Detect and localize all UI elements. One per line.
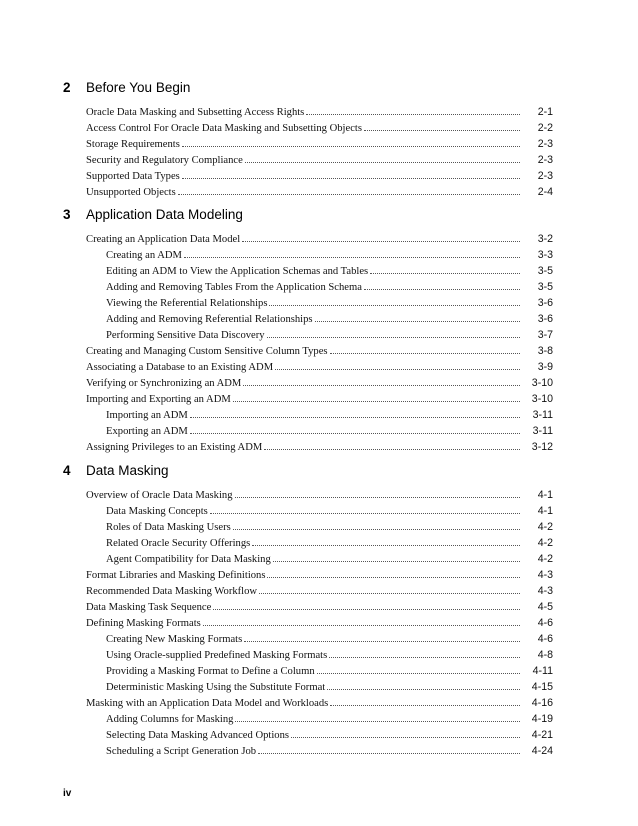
- toc-entry[interactable]: [63, 535, 553, 551]
- toc-entry[interactable]: [63, 439, 553, 455]
- dot-leader: [190, 417, 520, 418]
- dot-leader: [235, 721, 520, 722]
- dot-leader: [330, 353, 520, 354]
- toc-entry-page[interactable]: 4-2: [537, 553, 553, 565]
- toc-entry[interactable]: [63, 327, 553, 343]
- toc-entry-title[interactable]: Format Libraries and Masking Definitions: [86, 570, 266, 581]
- dot-leader: [178, 194, 520, 195]
- toc-entry-title[interactable]: Unsupported Objects: [86, 187, 176, 198]
- toc-entry[interactable]: [63, 359, 553, 375]
- toc-entry-page[interactable]: 3-2: [537, 233, 553, 245]
- toc-entry-title[interactable]: Recommended Data Masking Workflow: [86, 586, 258, 597]
- toc-entry-page[interactable]: 2-4: [537, 186, 553, 198]
- dot-leader: [315, 321, 520, 322]
- toc-entry-title[interactable]: Viewing the Referential Relationships: [106, 298, 268, 309]
- toc-entry-page[interactable]: 4-6: [537, 617, 553, 629]
- toc-entry-page[interactable]: 3-9: [537, 361, 553, 373]
- dot-leader: [203, 625, 520, 626]
- toc-entries: [63, 487, 553, 759]
- dot-leader: [235, 497, 521, 498]
- dot-leader: [245, 162, 520, 163]
- toc-entries: [63, 231, 553, 455]
- chapter-title[interactable]: Data Masking: [86, 463, 169, 478]
- toc-entry-page[interactable]: 2-3: [537, 154, 553, 166]
- chapter-4: [63, 463, 553, 759]
- toc-entry[interactable]: [63, 311, 553, 327]
- toc-entry[interactable]: [63, 487, 553, 503]
- toc-entry-page[interactable]: 3-6: [537, 297, 553, 309]
- toc-entry-page[interactable]: 2-2: [537, 122, 553, 134]
- dot-leader: [269, 305, 520, 306]
- toc-entry-page[interactable]: 4-21: [531, 729, 553, 741]
- toc-entry[interactable]: [63, 519, 553, 535]
- toc-entry[interactable]: [63, 743, 553, 759]
- toc-entry-title[interactable]: Associating a Database to an Existing ADM: [86, 362, 274, 373]
- toc-entry-page[interactable]: 4-11: [532, 665, 553, 677]
- toc-entry-title[interactable]: Performing Sensitive Data Discovery: [106, 330, 265, 341]
- toc-entry-page[interactable]: 3-11: [532, 425, 553, 437]
- chapter-2: [63, 80, 553, 200]
- toc-entry-page[interactable]: 3-5: [537, 265, 553, 277]
- toc-entry-page[interactable]: 4-5: [537, 601, 553, 613]
- toc-entry[interactable]: [63, 583, 553, 599]
- toc-entry[interactable]: [63, 136, 553, 152]
- toc-entry[interactable]: [63, 615, 553, 631]
- toc-entry-title[interactable]: Oracle Data Masking and Subsetting Access Rights: [86, 107, 305, 118]
- toc-entry-title[interactable]: Storage Requirements: [86, 139, 180, 150]
- dot-leader: [364, 130, 520, 131]
- toc-entry-title[interactable]: Using Oracle-supplied Predefined Masking Formats: [106, 650, 328, 661]
- dot-leader: [330, 705, 520, 706]
- toc-entry-title[interactable]: Related Oracle Security Offerings: [106, 538, 251, 549]
- toc-entry[interactable]: [63, 663, 553, 679]
- dot-leader: [182, 178, 520, 179]
- toc-entry-title[interactable]: Importing an ADM: [106, 410, 188, 421]
- dot-leader: [267, 337, 520, 338]
- toc-entry[interactable]: [63, 711, 553, 727]
- toc-entry[interactable]: [63, 295, 553, 311]
- toc-entry-title[interactable]: Adding and Removing Referential Relationships: [106, 314, 313, 325]
- toc-entry-title[interactable]: Assigning Privileges to an Existing ADM: [86, 442, 263, 453]
- chapter-number: 4: [63, 463, 71, 478]
- dot-leader: [264, 449, 520, 450]
- toc-entry[interactable]: [63, 375, 553, 391]
- toc-entry-title[interactable]: Exporting an ADM: [106, 426, 188, 437]
- toc-entry-page[interactable]: 4-19: [531, 713, 553, 725]
- toc-entry[interactable]: [63, 104, 553, 120]
- toc-entry-title[interactable]: Editing an ADM to View the Application Schemas and Tables: [106, 266, 369, 277]
- toc-entry-page[interactable]: 3-5: [537, 281, 553, 293]
- toc-entry[interactable]: [63, 599, 553, 615]
- toc-entry-title[interactable]: Creating an ADM: [106, 250, 182, 261]
- toc-entry-title[interactable]: Creating an Application Data Model: [86, 234, 241, 245]
- chapter-heading: [63, 207, 553, 229]
- toc-entry-page[interactable]: 4-16: [531, 697, 553, 709]
- toc-entry-page[interactable]: 3-7: [537, 329, 553, 341]
- toc-entry-title[interactable]: Security and Regulatory Compliance: [86, 155, 243, 166]
- toc-entry[interactable]: [63, 184, 553, 200]
- toc-entry[interactable]: [63, 423, 553, 439]
- toc-entry[interactable]: [63, 647, 553, 663]
- toc-entry[interactable]: [63, 279, 553, 295]
- toc-entry-page[interactable]: 2-3: [537, 138, 553, 150]
- toc-entry-page[interactable]: 3-11: [532, 409, 553, 421]
- dot-leader: [370, 273, 520, 274]
- dot-leader: [259, 593, 520, 594]
- chapter-3: [63, 207, 553, 455]
- dot-leader: [273, 561, 520, 562]
- toc-entry[interactable]: [63, 679, 553, 695]
- dot-leader: [327, 689, 520, 690]
- dot-leader: [364, 289, 520, 290]
- toc-entry-page[interactable]: 4-3: [537, 569, 553, 581]
- dot-leader: [184, 257, 520, 258]
- toc-entry-page[interactable]: 4-8: [537, 649, 553, 661]
- dot-leader: [252, 545, 520, 546]
- toc-entry-title[interactable]: Providing a Masking Format to Define a Column: [106, 666, 315, 677]
- toc-entry[interactable]: [63, 567, 553, 583]
- dot-leader: [213, 609, 520, 610]
- toc-entry-page[interactable]: 3-12: [531, 441, 553, 453]
- chapter-title[interactable]: Before You Begin: [86, 80, 191, 95]
- toc-entry-page[interactable]: 4-1: [537, 505, 553, 517]
- toc-entry[interactable]: [63, 168, 553, 184]
- toc-entry-title[interactable]: Selecting Data Masking Advanced Options: [106, 730, 290, 741]
- chapter-number: 2: [63, 80, 71, 95]
- toc-entry[interactable]: [63, 343, 553, 359]
- dot-leader: [182, 146, 520, 147]
- chapter-number: 3: [63, 207, 71, 222]
- toc-entry-page[interactable]: 4-6: [537, 633, 553, 645]
- toc-entry-title[interactable]: Defining Masking Formats: [86, 618, 201, 629]
- toc-entry-page[interactable]: 3-6: [537, 313, 553, 325]
- toc-entry[interactable]: [63, 247, 553, 263]
- chapter-heading: [63, 80, 553, 102]
- toc-entries: [63, 104, 553, 200]
- dot-leader: [242, 241, 520, 242]
- toc-entry-title[interactable]: Creating and Managing Custom Sensitive Column Types: [86, 346, 328, 357]
- toc-entry[interactable]: [63, 263, 553, 279]
- toc-entry-title[interactable]: Roles of Data Masking Users: [106, 522, 231, 533]
- toc-entry-title[interactable]: Creating New Masking Formats: [106, 634, 243, 645]
- toc-entry-title[interactable]: Verifying or Synchronizing an ADM: [86, 378, 242, 389]
- toc-entry-title[interactable]: Masking with an Application Data Model and Workloads: [86, 698, 329, 709]
- toc-entry-page[interactable]: 4-2: [537, 521, 553, 533]
- chapter-title[interactable]: Application Data Modeling: [86, 207, 243, 222]
- dot-leader: [243, 385, 520, 386]
- chapter-heading: [63, 463, 553, 485]
- toc-entry-page[interactable]: 4-1: [537, 489, 553, 501]
- toc-entry-page[interactable]: 2-1: [537, 106, 553, 118]
- toc-entry-page[interactable]: 3-10: [531, 393, 553, 405]
- toc-entry[interactable]: [63, 231, 553, 247]
- dot-leader: [233, 529, 520, 530]
- dot-leader: [267, 577, 520, 578]
- toc-entry-page[interactable]: 4-15: [531, 681, 553, 693]
- toc-entry-title[interactable]: Supported Data Types: [86, 171, 180, 182]
- toc-entry-title[interactable]: Agent Compatibility for Data Masking: [106, 554, 271, 565]
- toc-entry-page[interactable]: 3-8: [537, 345, 553, 357]
- dot-leader: [275, 369, 520, 370]
- toc-entry-title[interactable]: Importing and Exporting an ADM: [86, 394, 231, 405]
- dot-leader: [258, 753, 520, 754]
- toc-entry-title[interactable]: Adding Columns for Masking: [106, 714, 234, 725]
- toc-entry[interactable]: [63, 152, 553, 168]
- toc-entry-page[interactable]: 3-10: [531, 377, 553, 389]
- toc-entry-title[interactable]: Scheduling a Script Generation Job: [106, 746, 257, 757]
- toc-entry-title[interactable]: Data Masking Task Sequence: [86, 602, 212, 613]
- toc-entry[interactable]: [63, 695, 553, 711]
- toc-entry-title[interactable]: Adding and Removing Tables From the Application Schema: [106, 282, 362, 293]
- dot-leader: [317, 673, 520, 674]
- toc-entry-page[interactable]: 4-3: [537, 585, 553, 597]
- toc-entry-title[interactable]: Access Control For Oracle Data Masking and Subsetting Objects: [86, 123, 362, 134]
- dot-leader: [306, 114, 520, 115]
- dot-leader: [210, 513, 520, 514]
- toc-entry-page[interactable]: 2-3: [537, 170, 553, 182]
- dot-leader: [291, 737, 520, 738]
- page-number: iv: [63, 788, 72, 799]
- toc-entry[interactable]: [63, 120, 553, 136]
- toc-entry-title[interactable]: Overview of Oracle Data Masking: [86, 490, 233, 501]
- dot-leader: [244, 641, 520, 642]
- toc-entry[interactable]: [63, 407, 553, 423]
- toc-entry-page[interactable]: 4-2: [537, 537, 553, 549]
- toc-entry[interactable]: [63, 727, 553, 743]
- toc-entry[interactable]: [63, 391, 553, 407]
- toc-entry[interactable]: [63, 551, 553, 567]
- toc-entry[interactable]: [63, 503, 553, 519]
- dot-leader: [233, 401, 520, 402]
- toc-entry-page[interactable]: 3-3: [537, 249, 553, 261]
- toc-entry-page[interactable]: 4-24: [531, 745, 553, 757]
- toc-entry[interactable]: [63, 631, 553, 647]
- dot-leader: [190, 433, 520, 434]
- toc-entry-title[interactable]: Data Masking Concepts: [106, 506, 208, 517]
- toc-entry-title[interactable]: Deterministic Masking Using the Substitute Format: [106, 682, 326, 693]
- dot-leader: [329, 657, 520, 658]
